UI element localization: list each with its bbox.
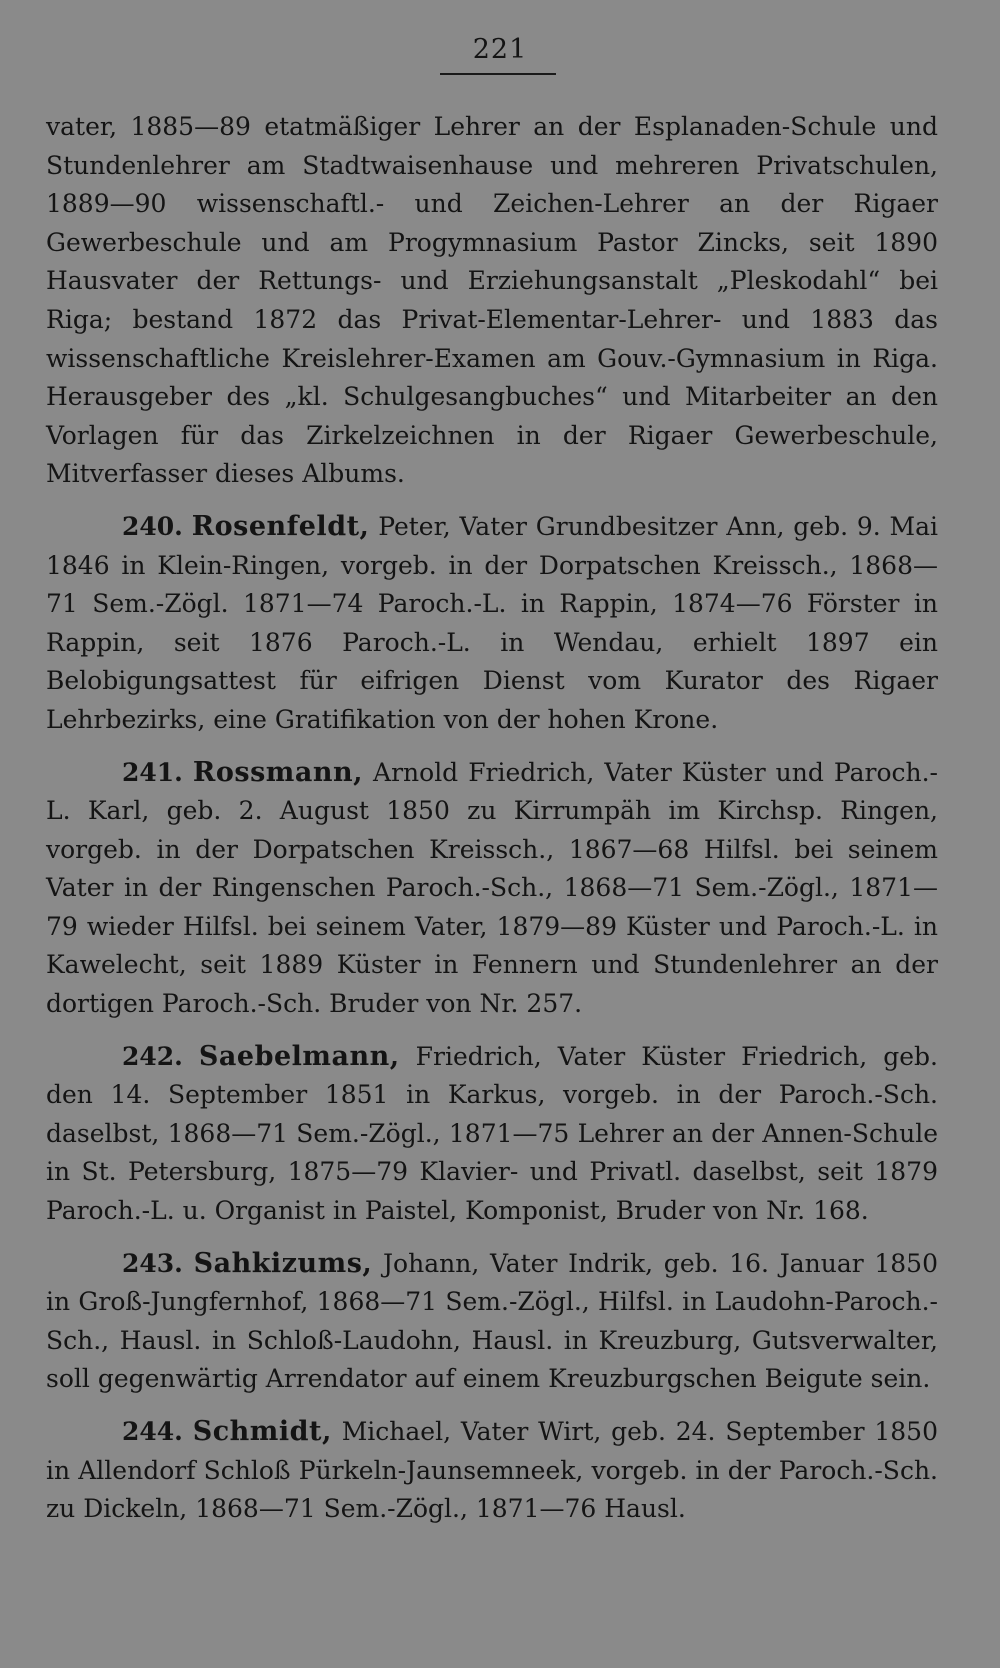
page-body — [46, 108, 938, 1529]
entry-surname: Schmidt, — [192, 1416, 332, 1447]
entry-number: 240. — [122, 511, 183, 541]
entry-surname: Saebelmann, — [198, 1040, 400, 1072]
continuation-paragraph: vater, 1885—89 etatmäßiger Lehrer an der Esplanaden-Schule und Stundenlehrer am Stadtwaisenhause und mehreren Privatschulen, 1889—90 wissenschaftl.- und Zeichen-Lehrer an der Rigaer Gewerbeschule und am Progymnasium Pastor Zincks, seit 1890 Hausvater der Rettungs- und Erziehungsanstalt „Pleskodahl“ bei Riga; bestand 1872 das Privat-Elementar-Lehrer- und 1883 das wissenschaftliche Kreislehrer-Examen am Gouv.-Gymnasium in Riga. Herausgeber des „kl. Schulgesangbuches“ und Mitarbeiter an den Vorlagen für das Zirkelzeichnen in der Rigaer Gewerbeschule, Mitverfasser dieses Albums. — [46, 112, 938, 489]
entry-text: Arnold Friedrich, Vater Küster und Paroch.-L. Karl, geb. 2. August 1850 zu Kirrumpäh im Kirchsp. Ringen, vorgeb. in der Dorpatschen Kreissch., 1867—68 Hilfsl. bei seinem Vater in der Ringenschen Paroch.-Sch., 1868—71 Sem.-Zögl., 1871—79 wieder Hilfsl. bei seinem Vater, 1879—89 Küster und Paroch.-L. in Kawelecht, seit 1889 Küster in Fennern und Stundenlehrer an der dortigen Paroch.-Sch. Bruder von Nr. 257. — [46, 757, 939, 1019]
page-number: 221 — [472, 34, 528, 65]
page-number-rule — [440, 73, 556, 75]
entry-text: Michael, Vater Wirt, geb. 24. September 1850 in Allendorf Schloß Pürkeln-Jaunsemneek, vorgeb. in der Paroch.-Sch. zu Dickeln, 1868—71 Sem.-Zögl., 1871—76 Hausl. — [46, 1417, 938, 1524]
entry-surname: Rossmann, — [192, 756, 363, 788]
entry-244 — [46, 1413, 938, 1529]
entry-number: 244. — [122, 1417, 183, 1446]
entry-242 — [46, 1038, 938, 1231]
entry-text: Peter, Vater Grundbesitzer Ann, geb. 9. Mai 1846 in Klein-Ringen, vorgeb. in der Dorpatschen Kreissch., 1868—71 Sem.-Zögl. 1871—74 Paroch.-L. in Rappin, 1874—76 Förster in Rappin, seit 1876 Paroch.-L. in Wendau, erhielt 1897 ein Belobigungsattest für eifrigen Dienst vom Kurator des Rigaer Lehrbezirks, eine Gratifikation von der hohen Krone. — [46, 511, 938, 734]
entry-243 — [46, 1245, 938, 1399]
entry-surname: Rosenfeldt, — [191, 510, 370, 542]
entry-text: Friedrich, Vater Küster Friedrich, geb. den 14. September 1851 in Karkus, vorgeb. in der Paroch.-Sch. daselbst, 1868—71 Sem.-Zögl., 1871—75 Lehrer an der Annen-Schule in St. Petersburg, 1875—79 Klavier- und Privatl. daselbst, seit 1879 Paroch.-L. u. Organist in Paistel, Komponist, Bruder von Nr. 168. — [46, 1041, 938, 1226]
entry-number: 241. — [122, 757, 183, 787]
entry-surname: Sahkizums, — [193, 1247, 373, 1279]
entry-text: Johann, Vater Indrik, geb. 16. Januar 1850 in Groß-Jungfernhof, 1868—71 Sem.-Zögl., Hilfsl. in Laudohn-Paroch.-Sch., Hausl. in Schloß-Laudohn, Hausl. in Kreuzburg, Gutsverwalter, soll gegenwärtig Arrendator auf einem Kreuzburgschen Beigute sein. — [46, 1248, 938, 1394]
entry-240 — [46, 508, 938, 740]
entry-241 — [46, 754, 938, 1024]
entry-number: 243. — [122, 1248, 183, 1278]
entry-number: 242. — [122, 1041, 183, 1071]
